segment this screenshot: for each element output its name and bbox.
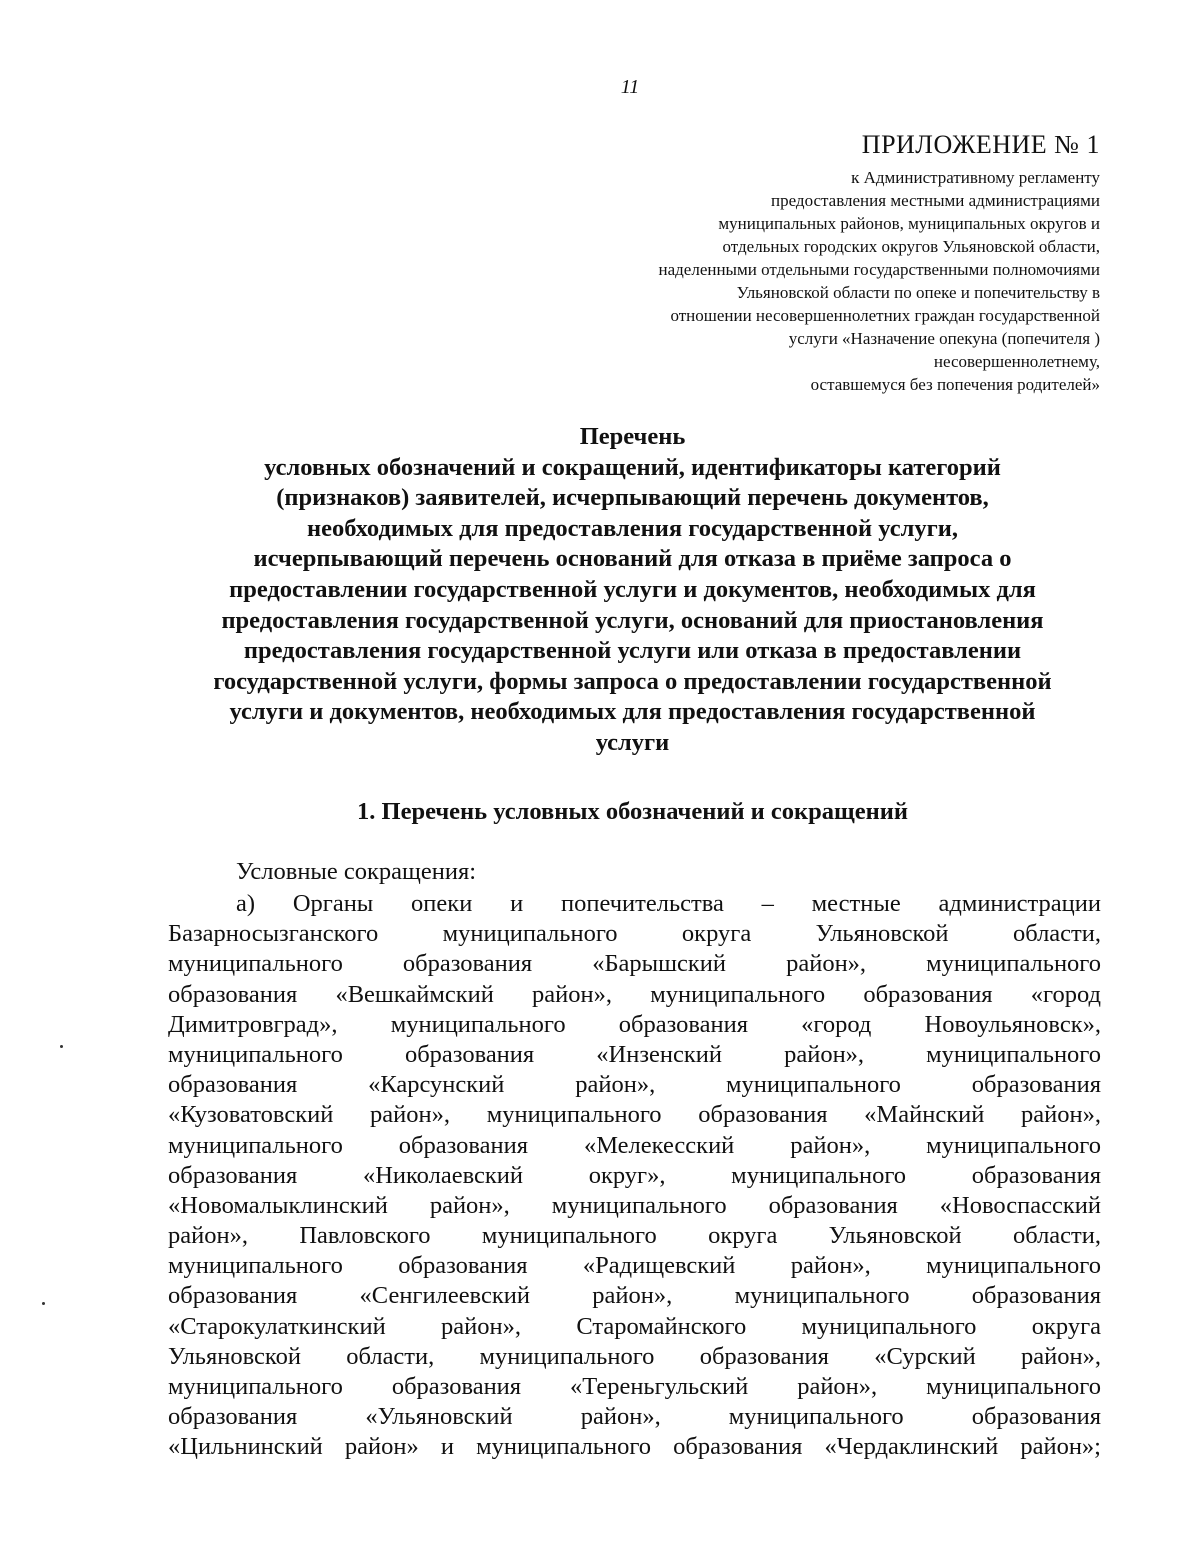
title-line: исчерпывающий перечень оснований для отказа в приёме запроса о xyxy=(253,545,1012,573)
appendix-line: отдельных городских округов Ульяновской области, xyxy=(722,237,1100,256)
body-line: «Цильнинский район» и муниципального образования «Чердаклинский район»; xyxy=(168,1433,1101,1461)
body-line: район», Павловского муниципального округа Ульяновской области, xyxy=(168,1222,1101,1250)
title-line: услуги и документов, необходимых для предоставления государственной xyxy=(229,698,1036,726)
body-line: Ульяновской области, муниципального образования «Сурский район», xyxy=(168,1342,1101,1370)
appendix-line: отношении несовершеннолетних граждан государственной xyxy=(670,306,1100,325)
body-line: «Старокулаткинский район», Старомайнского муниципального округа xyxy=(168,1312,1101,1340)
title-line: предоставлении государственной услуги и документов, необходимых для xyxy=(229,575,1036,603)
appendix-line: муниципальных районов, муниципальных округов и xyxy=(718,214,1100,233)
body-line: а) Органы опеки и попечительства – местные администрации xyxy=(236,890,1101,917)
body-line: образования «Карсунский район», муниципального образования xyxy=(168,1071,1101,1099)
appendix-line: наделенными отдельными государственными полномочиями xyxy=(658,260,1100,279)
body-line: «Кузоватовский район», муниципального образования «Майнский район», xyxy=(168,1101,1101,1129)
body-line: муниципального образования «Радищевский район», муниципального xyxy=(168,1252,1101,1280)
body-line: образования «Вешкаймский район», муниципального образования «город xyxy=(168,980,1101,1008)
appendix-line: к Административному регламенту xyxy=(851,168,1100,187)
page-number: 11 xyxy=(620,76,640,98)
document-title xyxy=(120,422,1145,759)
title-line: предоставления государственной услуги, оснований для приостановления xyxy=(221,606,1044,634)
appendix-description xyxy=(659,166,1101,396)
scan-speck xyxy=(42,1302,45,1305)
body-line: образования «Ульяновский район», муниципального образования xyxy=(168,1403,1101,1431)
appendix-line: оставшемуся без попечения родителей» xyxy=(810,375,1100,394)
title-line: (признаков) заявителей, исчерпывающий перечень документов, xyxy=(276,484,989,512)
body-line: образования «Николаевский округ», муниципального образования xyxy=(168,1161,1101,1189)
title-line: предоставления государственной услуги или отказа в предоставлении xyxy=(243,637,1022,665)
appendix-line: услуги «Назначение опекуна (попечителя ) xyxy=(788,329,1100,348)
scan-speck xyxy=(60,1045,63,1048)
subheading: Условные сокращения: xyxy=(236,858,477,885)
appendix-line: предоставления местными администрациями xyxy=(771,191,1100,210)
section-heading: 1. Перечень условных обозначений и сокращений xyxy=(357,798,908,825)
body-line: образования «Сенгилеевский район», муниципального образования xyxy=(168,1282,1101,1310)
title-line: услуги xyxy=(595,728,670,756)
title-line: условных обозначений и сокращений, идентификаторы категорий xyxy=(264,453,1001,481)
appendix-line: несовершеннолетнему, xyxy=(933,352,1100,371)
body-line: «Новомалыклинский район», муниципального образования «Новоспасский xyxy=(168,1191,1101,1219)
body-line: муниципального образования «Барышский район», муниципального xyxy=(168,950,1101,978)
appendix-title: ПРИЛОЖЕНИЕ № 1 xyxy=(861,130,1100,159)
title-line: необходимых для предоставления государственной услуги, xyxy=(307,514,958,542)
body-line: Димитровград», муниципального образования «город Новоульяновск», xyxy=(168,1010,1101,1038)
body-line: Базарносызганского муниципального округа Ульяновской области, xyxy=(168,920,1101,948)
body-line: муниципального образования «Инзенский район», муниципального xyxy=(168,1040,1101,1068)
title-line: Перечень xyxy=(579,423,686,450)
body-line: муниципального образования «Тереньгульский район», муниципального xyxy=(168,1373,1101,1400)
appendix-line: Ульяновской области по опеке и попечительству в xyxy=(736,283,1100,302)
body-line: муниципального образования «Мелекесский район», муниципального xyxy=(168,1131,1101,1159)
body-paragraph xyxy=(168,889,1101,1463)
title-line: государственной услуги, формы запроса о предоставлении государственной xyxy=(213,667,1052,695)
